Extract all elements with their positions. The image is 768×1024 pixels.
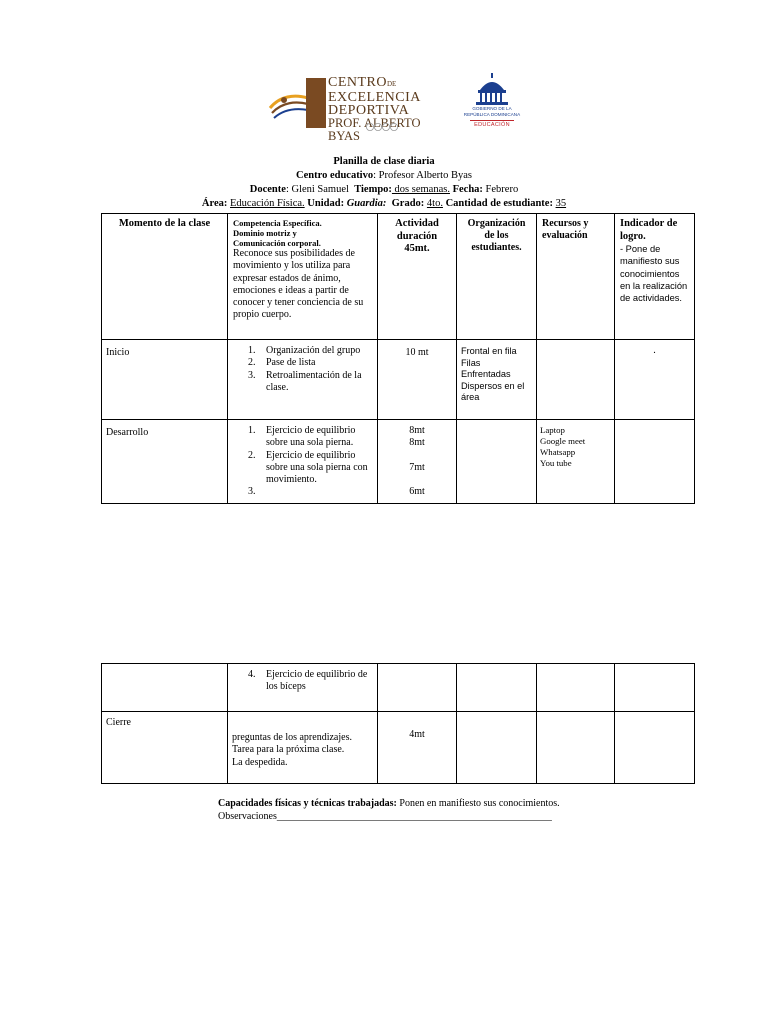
fecha-value: Febrero — [482, 184, 519, 195]
cont-indicador — [615, 664, 695, 712]
cierre-time: 4mt — [378, 712, 457, 784]
cont-organizacion — [457, 664, 537, 712]
grado-label: Grado: — [391, 198, 425, 209]
gobierno-logo — [458, 72, 526, 130]
cierre-recursos — [537, 712, 615, 784]
list-item: 1. Organización del grupo — [248, 345, 361, 356]
tiempo-label: Tiempo: — [354, 184, 392, 195]
inicio-time: 10 mt — [378, 340, 457, 420]
capacidades-label: Capacidades físicas y técnicas trabajadas: — [218, 798, 397, 809]
olympic-rings-icon — [364, 122, 404, 132]
desarrollo-times: 8mt 8mt 7mt 6mt — [378, 420, 457, 504]
lesson-plan-table-continued — [101, 663, 695, 784]
desarrollo-indicador — [615, 420, 695, 504]
grado-value: 4to. — [426, 198, 443, 209]
competencia-title: Competencia Específica. Dominio motriz y Comunicación corporal. — [233, 218, 322, 248]
centro-value: : Profesor Alberto Byas — [373, 170, 472, 181]
cont-recursos — [537, 664, 615, 712]
capacidades-line — [218, 798, 638, 811]
competencia-body: Reconoce sus posibilidades de movimiento y los utiliza para expresar estados de ánimo, emociones e ideas a partir de conocer y tener conciencia de su propio cuerpo. — [233, 248, 364, 321]
centro-excelencia-logo — [268, 75, 438, 143]
inicio-indicador: . — [615, 340, 695, 420]
desarrollo-label: Desarrollo — [102, 420, 228, 504]
cantidad-label: Cantidad de estudiante: — [445, 198, 553, 209]
list-item: 1. Ejercicio de equilibrio sobre una sola pierna. — [248, 425, 356, 449]
header-recursos: Recursos y evaluación — [537, 214, 615, 340]
list-item: 2. Ejercicio de equilibrio sobre una sola pierna con movimiento. — [248, 449, 368, 486]
area-value: Educación Física. — [230, 198, 305, 209]
table-header-row — [102, 214, 695, 340]
observaciones-line: Observaciones_______________________________________________________ — [218, 810, 552, 822]
guardia-label: Guardia: — [346, 198, 387, 209]
cont-activities — [228, 664, 378, 712]
centro-label: Centro educativo — [296, 170, 374, 181]
logo-line1: CENTRO — [328, 75, 387, 90]
list-item: 4. Ejercicio de equilibrio de los bíceps — [248, 669, 368, 693]
gov-line1: GOBIERNO DE LA — [472, 106, 512, 111]
lesson-plan-table — [101, 213, 695, 504]
desarrollo-recursos: Laptop Google meet Whatsapp You tube — [537, 420, 615, 504]
table-row-cierre — [102, 712, 695, 784]
logo-line1-small: DE — [387, 80, 397, 88]
table-row-desarrollo-cont — [102, 664, 695, 712]
capacidades-value: Ponen en manifiesto sus conocimientos. — [396, 798, 560, 809]
area-line — [0, 197, 768, 210]
inicio-recursos — [537, 340, 615, 420]
desarrollo-activities: 1. Ejercicio de equilibrio sobre una sola pierna. 2. Ejercicio de equilibrio sobre una sola pierna con movimiento. 3. — [228, 420, 378, 504]
header-organizacion: Organización de los estudiantes. — [457, 214, 537, 340]
header-indicador — [615, 214, 695, 340]
page-title: Planilla de clase diaria — [333, 156, 435, 167]
table-row-inicio — [102, 340, 695, 420]
gov-line2: REPÚBLICA DOMINICANA — [463, 111, 521, 117]
area-label: Área: — [201, 198, 228, 209]
list-item: 2. Pase de lista — [248, 357, 316, 369]
cont-label — [102, 664, 228, 712]
cierre-organizacion — [457, 712, 537, 784]
gov-divider — [470, 120, 514, 121]
centro-line — [0, 169, 768, 182]
cont-time — [378, 664, 457, 712]
indicador-body: - Pone de manifiesto sus conocimientos en la realización de actividades. — [620, 244, 688, 304]
indicador-title: Indicador de logro. — [620, 218, 678, 242]
gov-line3: EDUCACIÓN — [474, 122, 510, 128]
footer — [218, 798, 638, 823]
fecha-label: Fecha: — [452, 184, 483, 195]
header-competencia — [228, 214, 378, 340]
logo-stripe — [306, 78, 326, 128]
desarrollo-organizacion — [457, 420, 537, 504]
government-dome-icon — [458, 72, 526, 106]
inicio-activities — [228, 340, 378, 420]
inicio-organizacion: Frontal en fila Filas Enfrentadas Dispersos en el área — [457, 340, 537, 420]
cierre-activities: preguntas de los aprendizajes. Tarea para la próxima clase. La despedida. — [228, 712, 378, 784]
logo-line2: EXCELENCIA — [328, 90, 421, 105]
cierre-indicador — [615, 712, 695, 784]
header-actividad: Actividad duración 45mt. — [378, 214, 457, 340]
header-momento: Momento de la clase — [102, 214, 228, 340]
docente-label: Docente — [249, 184, 286, 195]
cantidad-value: 35 — [555, 198, 567, 209]
tiempo-value: dos semanas. — [391, 184, 450, 195]
cierre-label: Cierre — [102, 712, 228, 784]
unidad-label: Unidad: — [307, 198, 345, 209]
list-item: 3. Retroalimentación de la clase. — [248, 369, 362, 393]
logo-line4: PROF. ALBERTO BYAS — [328, 116, 421, 143]
logo-line3: DEPORTIVA — [328, 103, 410, 118]
docente-line — [0, 183, 768, 196]
table-row-desarrollo — [102, 420, 695, 504]
inicio-label: Inicio — [102, 340, 228, 420]
docente-value: : Gleni Samuel — [285, 184, 349, 195]
